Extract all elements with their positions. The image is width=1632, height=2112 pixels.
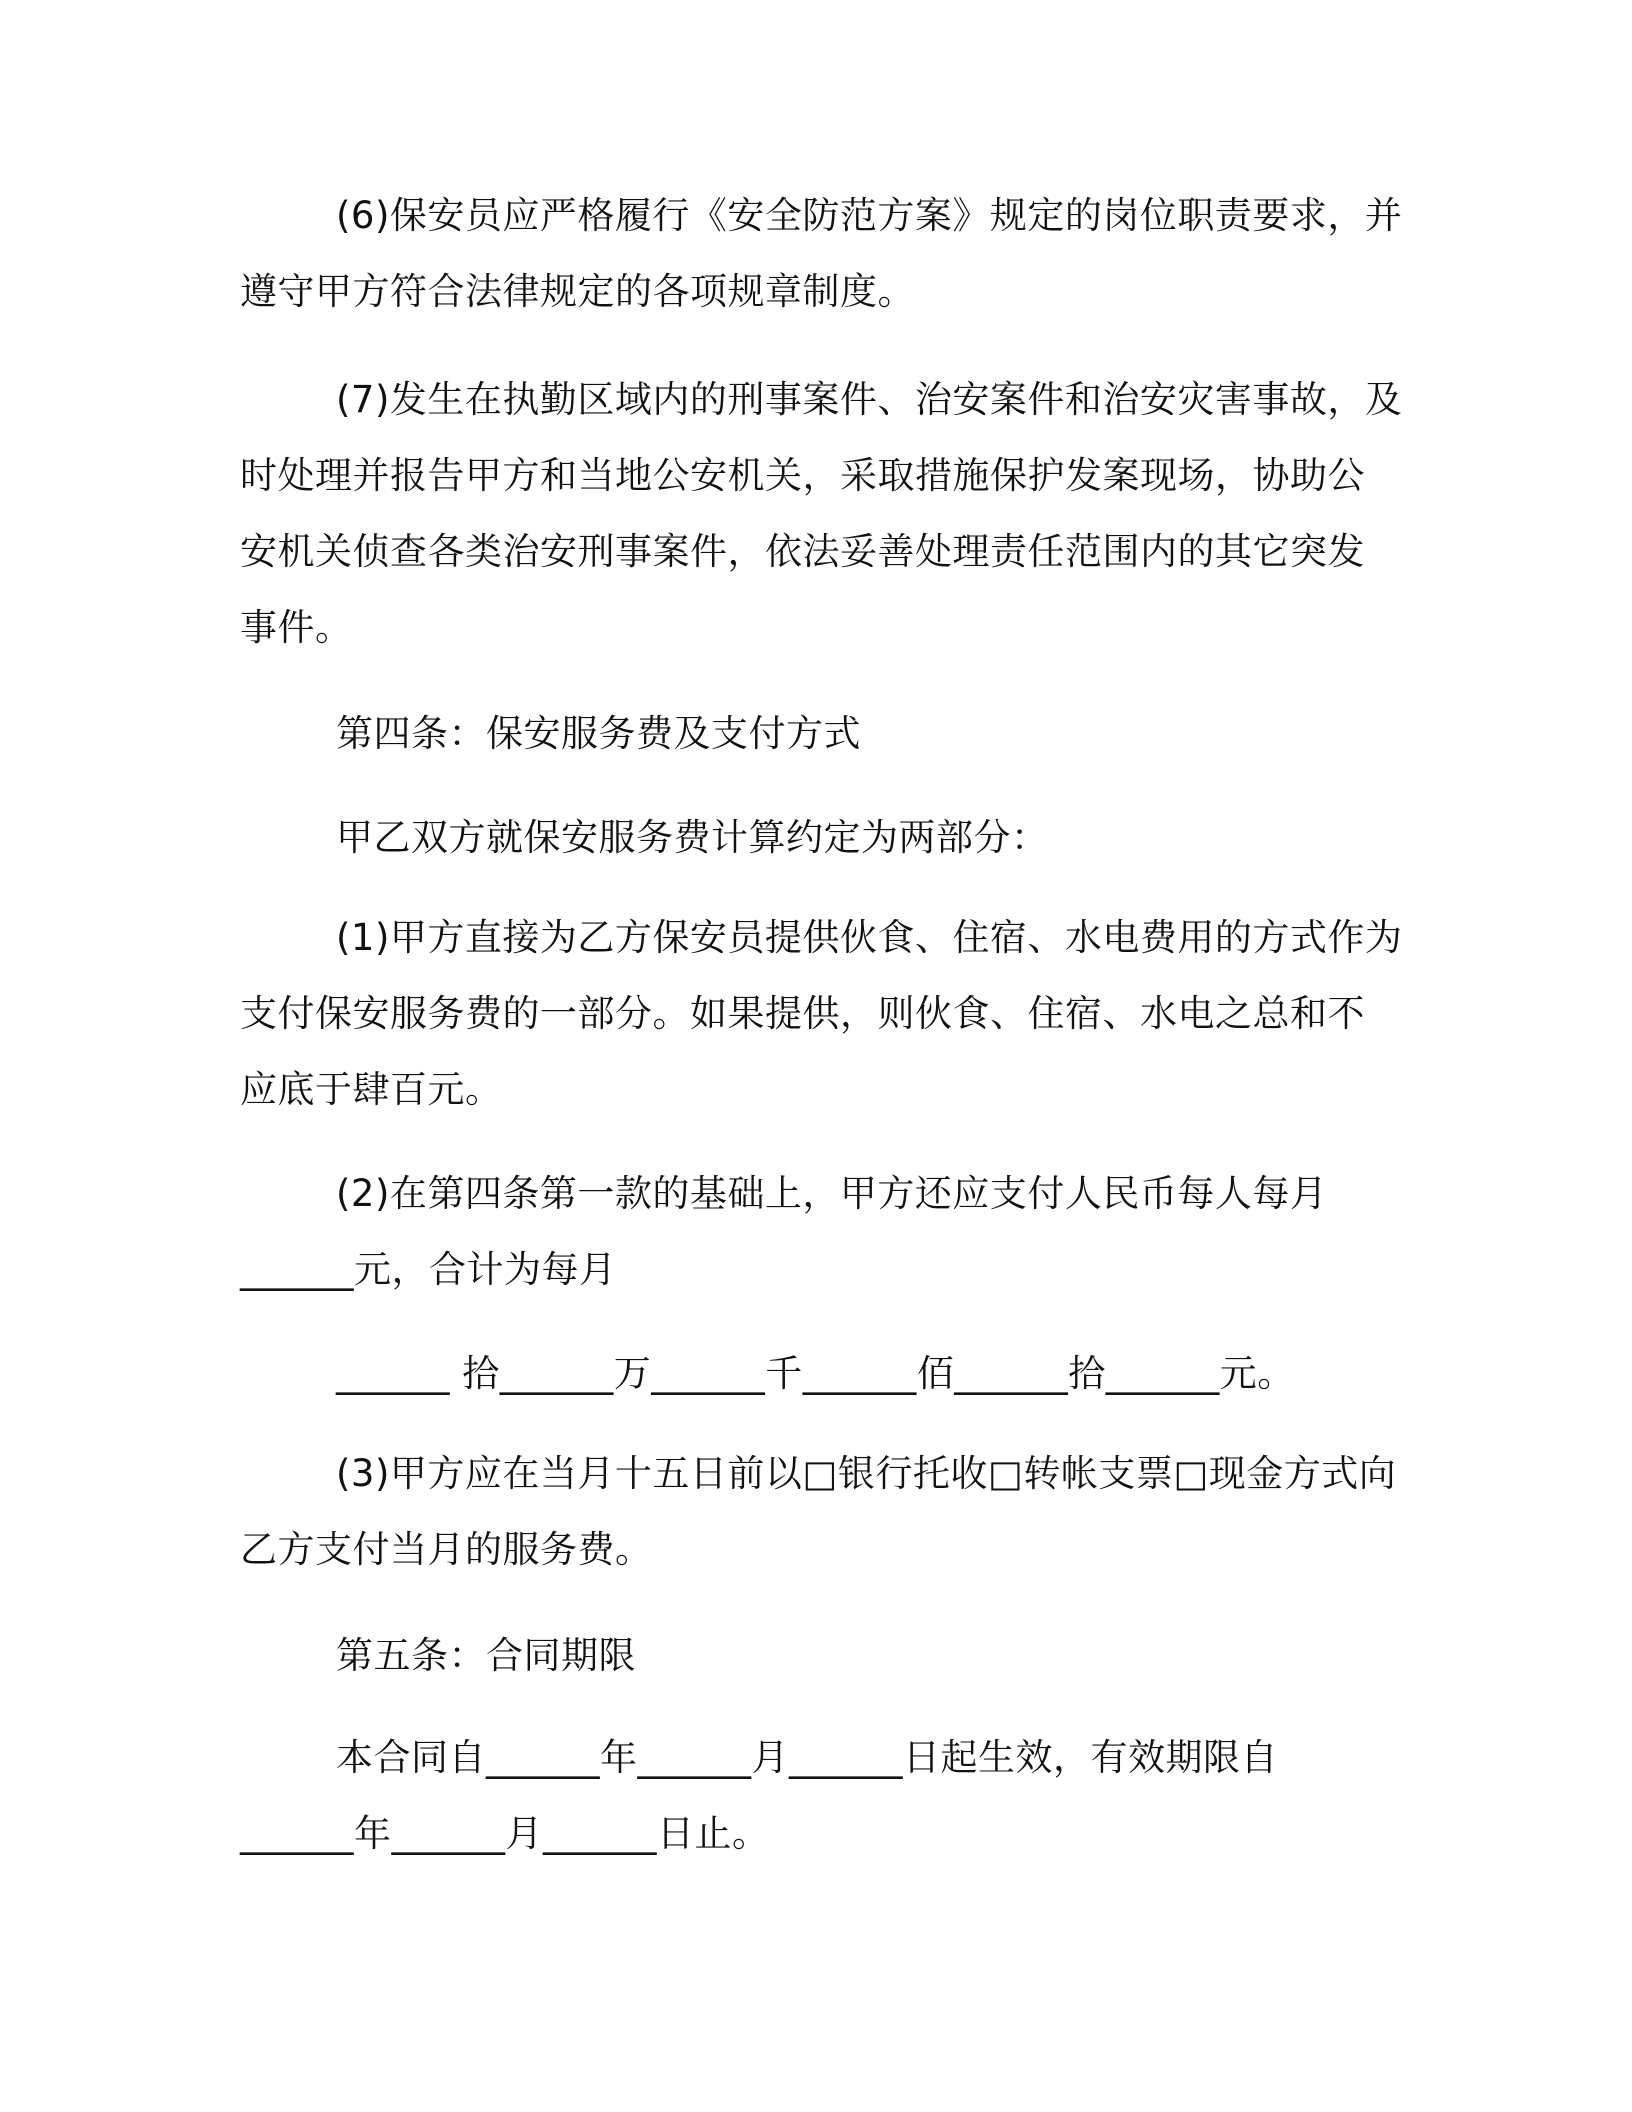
text-line: (2)在第四条第一款的基础上，甲方还应支付人民币每人每月 bbox=[336, 1172, 1328, 1215]
text-line: 支付保安服务费的一部分。如果提供，则伙食、住宿、水电之总和不 bbox=[240, 992, 1365, 1035]
text-line: 第四条：保安服务费及支付方式 bbox=[336, 712, 861, 755]
text-line: 乙方支付当月的服务费。 bbox=[240, 1528, 653, 1571]
text-line: 第五条：合同期限 bbox=[336, 1634, 636, 1677]
text-line: 本合同自______年______月______日起生效，有效期限自 bbox=[336, 1736, 1278, 1779]
text-line: (3)甲方应在当月十五日前以□银行托收□转帐支票□现金方式向 bbox=[336, 1452, 1397, 1495]
paragraph-incident-handling bbox=[240, 362, 1403, 666]
text-line: 应底于肆百元。 bbox=[240, 1068, 503, 1111]
section-heading-article-4 bbox=[240, 696, 1390, 772]
text-line: (1)甲方直接为乙方保安员提供伙食、住宿、水电费用的方式作为 bbox=[336, 916, 1403, 959]
section-heading-article-5 bbox=[240, 1618, 1390, 1694]
text-line: ______元，合计为每月 bbox=[240, 1248, 617, 1291]
text-line: 遵守甲方符合法律规定的各项规章制度。 bbox=[240, 270, 915, 313]
paragraph-fee-part-1 bbox=[240, 900, 1403, 1128]
text-line: 事件。 bbox=[240, 606, 353, 649]
paragraph-guard-duties bbox=[240, 178, 1403, 330]
paragraph-fee-part-2 bbox=[240, 1156, 1390, 1308]
paragraph-fee-intro bbox=[240, 800, 1390, 876]
text-line: ______年______月______日止。 bbox=[240, 1812, 770, 1855]
paragraph-contract-term bbox=[240, 1720, 1390, 1872]
text-line: (7)发生在执勤区域内的刑事案件、治安案件和治安灾害事故，及 bbox=[336, 378, 1403, 421]
text-line: ______ 拾______万______千______佰______拾______元。 bbox=[336, 1352, 1295, 1395]
text-line: 时处理并报告甲方和当地公安机关，采取措施保护发案现场，协助公 bbox=[240, 454, 1365, 497]
text-line: 安机关侦查各类治安刑事案件，依法妥善处理责任范围内的其它突发 bbox=[240, 530, 1365, 573]
paragraph-fee-part-3 bbox=[240, 1436, 1397, 1588]
text-line: (6)保安员应严格履行《安全防范方案》规定的岗位职责要求，并 bbox=[336, 194, 1403, 237]
paragraph-fee-amount-blanks bbox=[240, 1336, 1390, 1412]
text-line: 甲乙双方就保安服务费计算约定为两部分： bbox=[336, 816, 1049, 859]
